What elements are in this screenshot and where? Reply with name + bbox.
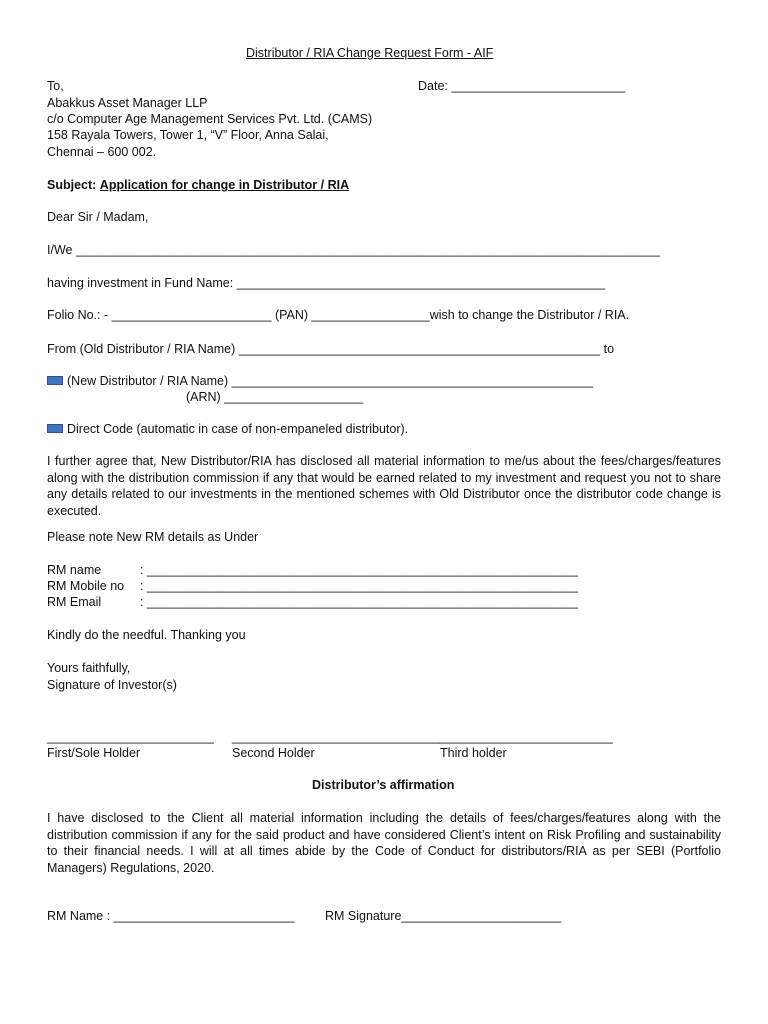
yours-faithfully: Yours faithfully,: [47, 661, 131, 675]
second-holder-label: Second Holder: [232, 746, 315, 760]
affirmation-paragraph: I have disclosed to the Client all material information including the details of fees/charges/features along with the distribution commission if any for the said product and have considered Client’s intent on Risk Profiling and sustainability to their financial needs. I will at all times abide by the Code of Conduct for distributors/RIA as per SEBI (Portfolio Managers) Regulations, 2020.: [47, 811, 721, 875]
first-holder-label: First/Sole Holder: [47, 746, 141, 760]
signature-label: Signature of Investor(s): [47, 678, 177, 692]
fund-name-field[interactable]: having investment in Fund Name: _____________________________________________________: [47, 276, 606, 290]
address-line-2: c/o Computer Age Management Services Pvt. Ltd. (CAMS): [47, 112, 373, 126]
new-distributor-field[interactable]: (New Distributor / RIA Name) ____________________________________________________: [67, 374, 594, 388]
folio-pan-field[interactable]: Folio No.: - _______________________ (PAN) _________________wish to change the Distributor / RIA.: [47, 308, 630, 322]
subject-label: Subject:: [47, 178, 97, 192]
address-line-3: 158 Rayala Towers, Tower 1, “V” Floor, Anna Salai,: [47, 128, 329, 142]
rm-intro: Please note New RM details as Under: [47, 530, 259, 544]
rm-email-field[interactable]: : ______________________________________________________________: [140, 595, 578, 609]
agreement-paragraph: I further agree that, New Distributor/RIA has disclosed all material information to me/us about the fees/charges/features along with the distribution commission if any that would be earned related to my investment and request you not to share any details related to our investments in the mentioned schemes with Old Distributor once the distributor code change is executed.: [47, 454, 721, 518]
new-distributor-checkbox-icon[interactable]: [47, 376, 63, 385]
salutation: Dear Sir / Madam,: [47, 210, 149, 224]
first-holder-signature-line[interactable]: ________________________: [47, 730, 214, 744]
rm-name-label: RM name: [47, 563, 102, 577]
rm-mobile-label: RM Mobile no: [47, 579, 125, 593]
new-distributor-row: [47, 373, 593, 389]
address-line-1: Abakkus Asset Manager LLP: [47, 96, 208, 110]
date-field[interactable]: Date: _________________________: [418, 79, 626, 93]
direct-code-label: Direct Code (automatic in case of non-empaneled distributor).: [67, 422, 409, 436]
arn-field[interactable]: (ARN) ____________________: [186, 390, 364, 404]
rm-name-field[interactable]: : ______________________________________________________________: [140, 563, 578, 577]
third-holder-label: Third holder: [440, 746, 507, 760]
second-holder-signature-line[interactable]: ______________________________: [232, 730, 441, 744]
rm-signature-field[interactable]: RM Signature_______________________: [325, 909, 562, 923]
affirmation-title: Distributor’s affirmation: [312, 778, 455, 792]
address-to: To,: [47, 79, 64, 93]
direct-code-checkbox-icon[interactable]: [47, 424, 63, 433]
direct-code-row: [47, 421, 408, 437]
rm-mobile-field[interactable]: : ______________________________________________________________: [140, 579, 578, 593]
form-title: Distributor / RIA Change Request Form - AIF: [246, 46, 494, 60]
closing-text: Kindly do the needful. Thanking you: [47, 628, 246, 642]
rm-name-sign-field[interactable]: RM Name : __________________________: [47, 909, 295, 923]
address-line-4: Chennai – 600 002.: [47, 145, 157, 159]
old-distributor-field[interactable]: From (Old Distributor / RIA Name) ____________________________________________________ to: [47, 342, 615, 356]
investor-name-field[interactable]: I/We ____________________________________________________________________________________: [47, 243, 660, 257]
subject-line: [47, 177, 349, 193]
subject-text: Application for change in Distributor / RIA: [99, 178, 350, 192]
third-holder-signature-line[interactable]: _________________________: [439, 730, 613, 744]
rm-email-label: RM Email: [47, 595, 102, 609]
